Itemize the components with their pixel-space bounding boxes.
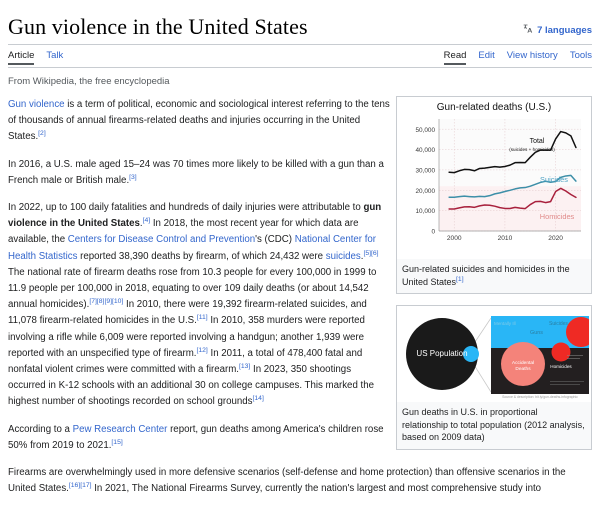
tab-read[interactable]: Read [444,50,467,67]
text-run: In 2011, a total of 478,400 fatal and nonfatal violent crimes were committed with a firearm. [8,347,363,376]
bubble-source-note: Source & description: bit.ly/gun-deaths-infographic [502,395,578,399]
text-run: In 2016, a U.S. male aged 15–24 was 70 times more likely to be killed with a gun than a French male or British male. [8,158,384,186]
citation-ref[interactable]: [3] [129,173,137,181]
accidental-deaths-label-1: Accidental [511,361,535,366]
language-selector[interactable] [522,23,592,40]
tab-edit[interactable]: Edit [478,50,495,61]
y-axis-tick-label: 40,000 [415,147,435,155]
mentally-ill-label: Mentally Ill [494,321,516,326]
line-chart [399,99,589,257]
x-axis-tick-label: 2020 [548,235,563,242]
citation-ref[interactable]: [13] [238,362,251,370]
text-run: is a term of political, economic and sociological interest referring to the tens of thousands of annual firearms-related deaths and injuries occurring in the United States. [8,99,390,143]
citation-ref[interactable]: [4] [142,216,151,224]
text-run: reported 38,390 deaths by firearm, of which 24,432 were [77,250,326,262]
site-subtitle: From Wikipedia, the free encyclopedia [8,76,170,87]
page-title: Gun violence in the United States [8,14,308,39]
annotation-total-sub: (suicides + homicides) [509,147,555,152]
text-run: In 2023, 350 shootings occurred in K-12 schools with an additional 30 on college campuses. This marked the highest number of shootings recorded on school grounds [8,364,374,408]
text-run: In 2010, 358 murders were reported involving a rifle while 6,009 were reported involving a handgun; another 1,939 were reported with an unspecified type of firearm. [8,315,365,359]
namespace-tabs [8,50,63,67]
y-axis-tick-label: 10,000 [415,208,435,216]
tab-article[interactable]: Article [8,50,34,67]
suicides-label: Suicides [549,321,568,327]
article-link[interactable]: suicides [325,250,361,262]
paragraph-4 [8,422,390,454]
homicides-label: Homicides [550,364,572,369]
bubble-diagram [399,308,589,400]
citation-ref[interactable]: [12] [196,346,208,354]
article-link[interactable]: National Center for Health Statistics [8,234,377,262]
citation-ref[interactable]: [15] [111,438,123,446]
tab-view-history[interactable]: View history [506,50,558,61]
infobox-gun-related-deaths [396,96,592,294]
paragraph-5 [8,465,592,497]
bubble-figure[interactable] [397,306,591,402]
citation-ref[interactable]: [5][6] [363,249,379,257]
annotation-suicides: Suicides [540,175,568,184]
paragraph-1 [8,97,390,146]
text-run: In 2021, The National Firearms Survey, currently the nation's largest and most comprehensive study into [91,483,542,495]
text-run: 's (CDC) [255,234,295,246]
infobox-proportional-gun-deaths [396,305,592,450]
text-run: In 2022, up to 100 daily fatalities and hundreds of daily injuries were attributable to [8,202,364,214]
citation-ref[interactable]: [16][17] [68,482,92,490]
bubble-caption: Gun deaths in U.S. in proportional relationship to total population (2012 analysis, based on 2009 data) [397,402,591,449]
language-icon [522,23,533,37]
article-link[interactable]: Pew Research Center [72,423,168,435]
bubble-svg [399,308,589,400]
citation-ref[interactable]: [2] [38,130,46,138]
text-run: According to a [8,423,73,435]
text-run: . [139,218,143,230]
y-axis-tick-label: 30,000 [415,167,435,175]
view-tabs [444,50,592,67]
annotation-homicides: Homicides [539,212,575,221]
text-run: In 2010, there were 19,392 firearm-related suicides, and 11,078 firearm-related homicides in the U.S. [8,299,367,327]
tab-bar [0,45,600,67]
caption-ref[interactable]: [1] [456,275,464,283]
guns-label: Guns [530,330,543,336]
text-run: In 2018, the most recent year for which data are available, the [8,218,359,246]
citation-ref[interactable]: [11] [196,314,208,322]
us-population-label: US Population [416,349,468,358]
article-link[interactable]: Gun violence [8,99,65,110]
text-run: The national rate of firearm deaths rose from 10.3 people for every 100,000 in 1999 to 11.9 people per 100,000 in 2018, equating to over 109 daily deaths (or about 14,542 annual homicides). [8,266,377,311]
y-axis-tick-label: 50,000 [415,126,435,134]
tab-talk[interactable]: Talk [46,50,64,61]
accidental-deaths-label-2: Deaths [515,367,531,372]
text-run: report, gun deaths among America's children rose 50% from 2019 to 2021. [8,423,384,451]
x-axis-tick-label: 2010 [497,235,513,242]
text-run: . [360,250,364,262]
language-count-label: 7 languages [537,24,592,36]
citation-ref[interactable]: [7][8][9][10] [89,298,124,305]
bold-term: gun violence in the United States [8,202,382,230]
tab-tools[interactable]: Tools [569,50,592,61]
article-body-column [8,97,390,454]
chart-title: Gun-related deaths (U.S.) [436,102,552,113]
x-axis-tick-label: 2000 [446,235,462,242]
y-axis-tick-label: 0 [431,228,435,236]
chart-svg [399,99,589,257]
chart-figure[interactable] [397,97,591,259]
annotation-total: Total [529,138,545,145]
bubble-detail-panel [491,316,589,394]
paragraph-2 [8,157,390,189]
text-run: Firearms are overwhelmingly used in more defensive scenarios (self-defense and home protection) than offensive scenarios in the United States. [8,467,566,495]
y-axis-tick-label: 20,000 [415,187,435,195]
citation-ref[interactable]: [14] [252,395,264,403]
paragraph-3 [8,200,390,411]
article-link[interactable]: Centers for Disease Control and Prevention [67,234,256,246]
title-row [0,0,600,44]
chart-caption: Gun-related suicides and homicides in the United States[1] [397,259,591,293]
